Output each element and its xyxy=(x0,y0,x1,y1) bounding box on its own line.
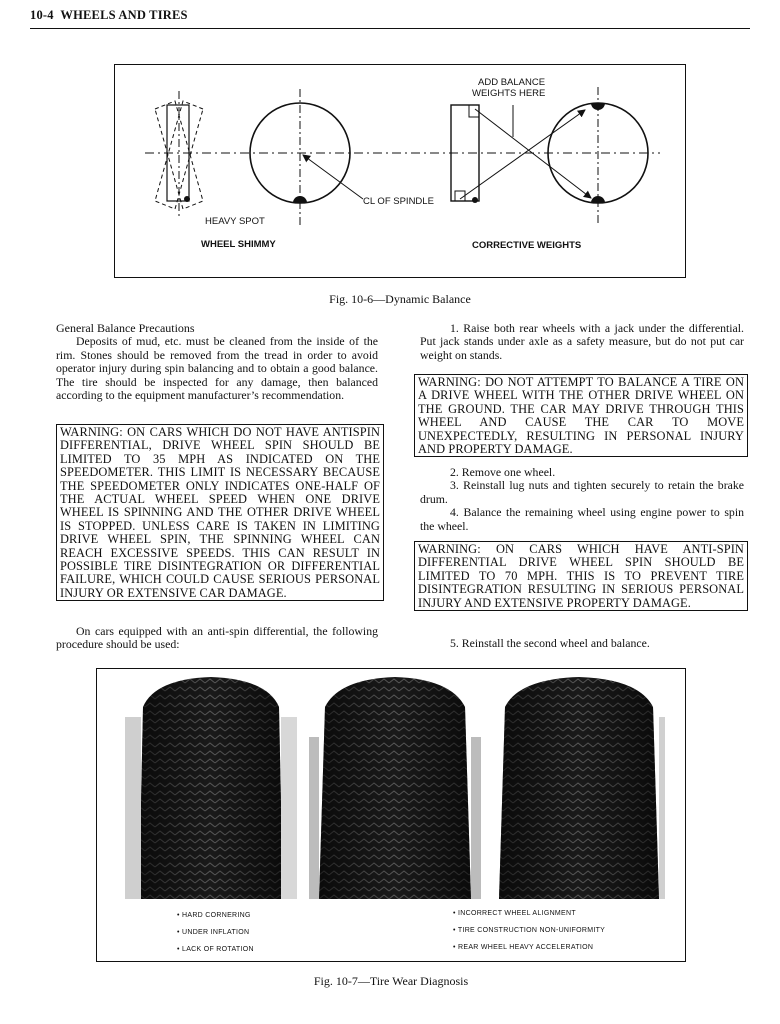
step-1-text: 1. Raise both rear wheels with a jack under the differential. Put jack stands under axle as a safety measure, but do not put car weight on stands. xyxy=(420,321,744,362)
shimmy-wheel-face xyxy=(250,89,350,225)
corrective-wheel-face xyxy=(548,87,648,225)
wear-cause-item: • INCORRECT WHEEL ALIGNMENT xyxy=(453,910,576,917)
shimmy-wheel-edge xyxy=(155,91,203,219)
precautions-paragraph: Deposits of mud, etc. must be cleaned from the inside of the rim. Stones should be removed from the tread in order to avoid operator injury during spin balancing and to obtain a good balance. The tire should be inspected for any damage, then balanced according to the equipment manufacturer’s recommendation. xyxy=(56,334,378,403)
page-header xyxy=(30,8,188,23)
wear-cause-item: • HARD CORNERING xyxy=(177,912,251,919)
left-column xyxy=(56,322,378,402)
warning-box-70mph: WARNING: ON CARS WHICH HAVE ANTI-SPIN DIFFERENTIAL DRIVE WHEEL SPIN SHOULD BE LIMITED TO 70 MPH. THIS IS TO PREVENT TIRE DISINTEGRATION RESULTING IN SERIOUS PERSONAL INJURY AND EXTENSIVE PROPERTY DAMAGE. xyxy=(414,541,748,611)
step-5-text: 5. Reinstall the second wheel and balance. xyxy=(450,636,650,650)
wear-cause-item: • REAR WHEEL HEAVY ACCELERATION xyxy=(453,944,594,951)
figure-10-6-caption: Fig. 10-6—Dynamic Balance xyxy=(329,292,471,306)
warning-box-drive-wheel: WARNING: DO NOT ATTEMPT TO BALANCE A TIRE ON A DRIVE WHEEL WITH THE OTHER DRIVE WHEEL ON THE GROUND. THE CAR MAY DRIVE THROUGH THIS WHEEL AND CAUSE THE CAR TO MOVE UNEXPECTEDLY, RESULTING IN PERSONAL INJURY AND PROPERTY DAMAGE. xyxy=(414,374,748,457)
procedure-intro xyxy=(56,625,378,652)
tire-photo-1 xyxy=(125,677,297,899)
figure-10-7-caption: Fig. 10-7—Tire Wear Diagnosis xyxy=(313,974,469,988)
step-4-text: 4. Balance the remaining wheel using engine power to spin the wheel. xyxy=(420,505,744,533)
procedure-intro-text: On cars equipped with an anti-spin differential, the following procedure should be used: xyxy=(56,624,378,652)
dynamic-balance-figure xyxy=(114,64,686,278)
header-rule xyxy=(30,28,750,29)
step-3-text: 3. Reinstall lug nuts and tighten securely to retain the brake drum. xyxy=(420,478,744,506)
section-title: WHEELS AND TIRES xyxy=(60,8,188,22)
step-2-text: 2. Remove one wheel. xyxy=(450,465,556,479)
add-balance-label: ADD BALANCE xyxy=(478,77,546,88)
steps-2-4 xyxy=(420,466,744,533)
cl-spindle-label: CL OF SPINDLE xyxy=(363,196,434,207)
tire-photo-2 xyxy=(309,677,481,899)
heavy-spot-label: HEAVY SPOT xyxy=(205,216,265,227)
step-1 xyxy=(420,322,744,362)
weights-here-label: WEIGHTS HERE xyxy=(472,88,546,99)
tire-photo-3 xyxy=(493,677,665,899)
wheel-shimmy-label: WHEEL SHIMMY xyxy=(201,239,276,250)
wear-cause-item: • LACK OF ROTATION xyxy=(177,946,254,953)
wear-cause-item: • TIRE CONSTRUCTION NON-UNIFORMITY xyxy=(453,927,606,934)
wear-cause-item: • UNDER INFLATION xyxy=(177,929,250,936)
tire-wear-figure xyxy=(96,668,686,962)
corrective-weights-label: CORRECTIVE WEIGHTS xyxy=(472,240,582,251)
wear-causes-left xyxy=(177,907,254,958)
section-number: 10-4 xyxy=(30,8,54,22)
section-heading: General Balance Precautions xyxy=(56,321,195,335)
step-5 xyxy=(420,637,744,650)
wear-causes-right xyxy=(453,905,605,956)
warning-box-antispin: WARNING: ON CARS WHICH DO NOT HAVE ANTISPIN DIFFERENTIAL, DRIVE WHEEL SPIN SHOULD BE LIMITED TO 35 MPH AS INDICATED ON THE SPEEDOMETER. THIS LIMIT IS NECESSARY BECAUSE THE SPEEDOMETER ONLY INDICATES ONE-HALF OF THE ACTUAL WHEEL SPEED WHEN ONE DRIVE WHEEL IS SPINNING AND THE OTHER DRIVE WHEEL IS STOPPED. UNLESS CARE IS TAKEN IN LIMITING DRIVE WHEEL SPIN, THE SPINNING WHEEL CAN REACH EXCESSIVE SPEEDS. THIS CAN RESULT IN POSSIBLE TIRE DISINTEGRATION OR DIFFERENTIAL FAILURE, WHICH COULD CAUSE SERIOUS PERSONAL INJURY OR EXTENSIVE CAR DAMAGE. xyxy=(56,424,384,601)
spindle-leader-line xyxy=(303,155,363,199)
